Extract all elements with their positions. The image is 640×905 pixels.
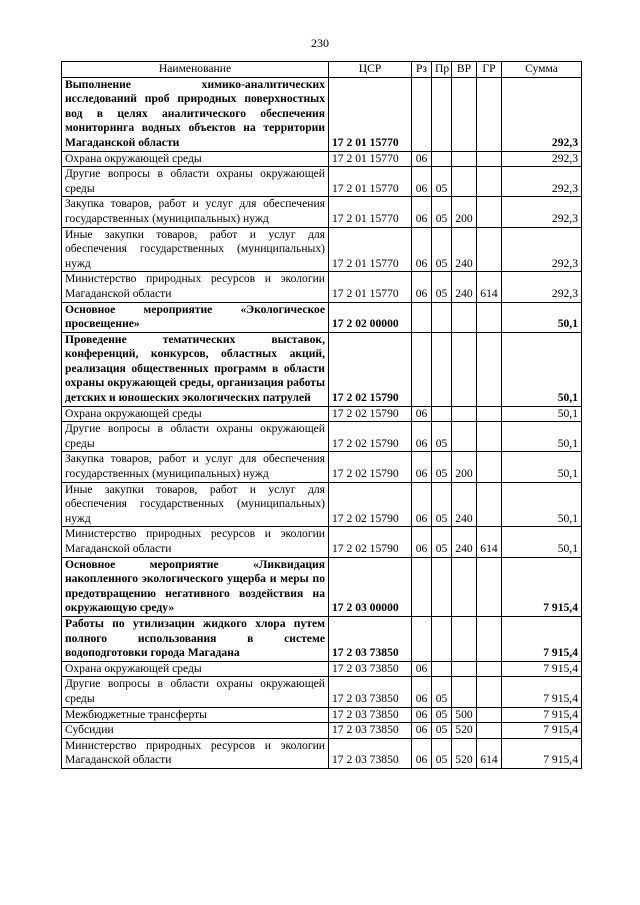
- row-vr-cell: 240: [452, 482, 477, 527]
- row-sum-cell: 50,1: [502, 406, 582, 422]
- table-row: [62, 452, 582, 482]
- table-row: [62, 151, 582, 167]
- row-gr-cell: [477, 482, 502, 527]
- row-sum-cell: 292,3: [502, 272, 582, 302]
- row-pr-cell: 05: [432, 197, 452, 227]
- row-rz-cell: 06: [412, 527, 432, 557]
- table-header: [62, 62, 582, 78]
- row-gr-cell: [477, 167, 502, 197]
- column-header-sum: Сумма: [502, 62, 582, 78]
- row-gr-cell: [477, 661, 502, 677]
- table-row: [62, 661, 582, 677]
- row-pr-cell: 05: [432, 738, 452, 768]
- row-gr-cell: [477, 616, 502, 661]
- row-gr-cell: 614: [477, 527, 502, 557]
- row-pr-cell: 05: [432, 227, 452, 272]
- table-row: [62, 723, 582, 739]
- row-pr-cell: [432, 302, 452, 332]
- row-pr-cell: 05: [432, 677, 452, 707]
- table-row: [62, 482, 582, 527]
- row-name-cell: Закупка товаров, работ и услуг для обеспечения государственных (муниципальных) нужд: [62, 197, 329, 227]
- table-row: [62, 677, 582, 707]
- row-vr-cell: 240: [452, 272, 477, 302]
- row-vr-cell: [452, 616, 477, 661]
- row-vr-cell: [452, 422, 477, 452]
- row-csr-cell: 17 2 03 73850: [329, 723, 412, 739]
- row-rz-cell: 06: [412, 482, 432, 527]
- row-sum-cell: 7 915,4: [502, 557, 582, 616]
- row-csr-cell: 17 2 01 15770: [329, 272, 412, 302]
- row-gr-cell: [477, 151, 502, 167]
- row-csr-cell: 17 2 02 15790: [329, 452, 412, 482]
- row-name-cell: Субсидии: [62, 723, 329, 739]
- row-name-cell: Иные закупки товаров, работ и услуг для обеспечения государственных (муниципальных) нужд: [62, 482, 329, 527]
- row-vr-cell: 520: [452, 723, 477, 739]
- column-header-csr: ЦСР: [329, 62, 412, 78]
- row-pr-cell: [432, 661, 452, 677]
- column-header-vr: ВР: [452, 62, 477, 78]
- row-rz-cell: 06: [412, 406, 432, 422]
- row-vr-cell: 240: [452, 527, 477, 557]
- row-gr-cell: [477, 723, 502, 739]
- table-row: [62, 738, 582, 768]
- row-pr-cell: 05: [432, 707, 452, 723]
- row-sum-cell: 7 915,4: [502, 723, 582, 739]
- row-gr-cell: [477, 677, 502, 707]
- row-sum-cell: 292,3: [502, 197, 582, 227]
- row-csr-cell: 17 2 03 73850: [329, 738, 412, 768]
- table-row: [62, 302, 582, 332]
- row-vr-cell: 240: [452, 227, 477, 272]
- row-vr-cell: [452, 557, 477, 616]
- budget-table: [61, 61, 582, 769]
- row-csr-cell: 17 2 02 15790: [329, 332, 412, 406]
- row-name-cell: Министерство природных ресурсов и экологии Магаданской области: [62, 527, 329, 557]
- row-gr-cell: [477, 77, 502, 151]
- table-row: [62, 557, 582, 616]
- row-rz-cell: 06: [412, 151, 432, 167]
- row-rz-cell: [412, 77, 432, 151]
- row-vr-cell: [452, 677, 477, 707]
- table-row: [62, 197, 582, 227]
- row-name-cell: Охрана окружающей среды: [62, 151, 329, 167]
- column-header-gr: ГР: [477, 62, 502, 78]
- row-rz-cell: 06: [412, 227, 432, 272]
- row-sum-cell: 50,1: [502, 452, 582, 482]
- row-gr-cell: [477, 227, 502, 272]
- row-name-cell: Министерство природных ресурсов и экологии Магаданской области: [62, 272, 329, 302]
- row-rz-cell: 06: [412, 738, 432, 768]
- row-vr-cell: 520: [452, 738, 477, 768]
- row-gr-cell: [477, 557, 502, 616]
- row-csr-cell: 17 2 02 15790: [329, 406, 412, 422]
- row-csr-cell: 17 2 03 73850: [329, 616, 412, 661]
- table-row: [62, 332, 582, 406]
- row-vr-cell: [452, 406, 477, 422]
- table-body: [62, 77, 582, 768]
- row-pr-cell: 05: [432, 167, 452, 197]
- row-name-cell: Министерство природных ресурсов и экологии Магаданской области: [62, 738, 329, 768]
- row-gr-cell: 614: [477, 272, 502, 302]
- table-row: [62, 527, 582, 557]
- row-pr-cell: 05: [432, 422, 452, 452]
- row-name-cell: Работы по утилизации жидкого хлора путем полного использования в системе водоподготовки города Магадана: [62, 616, 329, 661]
- row-csr-cell: 17 2 01 15770: [329, 77, 412, 151]
- row-name-cell: Выполнение химико-аналитических исследований проб природных поверхностных вод в целях аналитического обеспечения мониторинга водных объектов на территории Магаданской области: [62, 77, 329, 151]
- row-rz-cell: [412, 616, 432, 661]
- row-pr-cell: [432, 332, 452, 406]
- row-sum-cell: 292,3: [502, 167, 582, 197]
- row-name-cell: Другие вопросы в области охраны окружающей среды: [62, 677, 329, 707]
- row-sum-cell: 7 915,4: [502, 616, 582, 661]
- row-pr-cell: [432, 557, 452, 616]
- row-sum-cell: 292,3: [502, 151, 582, 167]
- row-gr-cell: [477, 707, 502, 723]
- row-rz-cell: 06: [412, 272, 432, 302]
- row-gr-cell: [477, 302, 502, 332]
- row-sum-cell: 50,1: [502, 302, 582, 332]
- row-sum-cell: 7 915,4: [502, 707, 582, 723]
- column-header-pr: Пр: [432, 62, 452, 78]
- row-name-cell: Основное мероприятие «Экологическое просвещение»: [62, 302, 329, 332]
- row-name-cell: Иные закупки товаров, работ и услуг для обеспечения государственных (муниципальных) нужд: [62, 227, 329, 272]
- column-header-name: Наименование: [62, 62, 329, 78]
- row-rz-cell: 06: [412, 661, 432, 677]
- row-sum-cell: 50,1: [502, 422, 582, 452]
- row-name-cell: Охрана окружающей среды: [62, 406, 329, 422]
- row-gr-cell: [477, 452, 502, 482]
- row-csr-cell: 17 2 03 73850: [329, 677, 412, 707]
- row-name-cell: Межбюджетные трансферты: [62, 707, 329, 723]
- row-csr-cell: 17 2 02 15790: [329, 527, 412, 557]
- row-gr-cell: [477, 406, 502, 422]
- table-row: [62, 422, 582, 452]
- row-vr-cell: [452, 661, 477, 677]
- row-gr-cell: [477, 332, 502, 406]
- row-rz-cell: [412, 332, 432, 406]
- row-vr-cell: [452, 302, 477, 332]
- row-csr-cell: 17 2 02 15790: [329, 422, 412, 452]
- row-name-cell: Охрана окружающей среды: [62, 661, 329, 677]
- table-row: [62, 707, 582, 723]
- row-name-cell: Основное мероприятие «Ликвидация накопленного экологического ущерба и меры по предотвращению негативного воздействия на окружающую среду»: [62, 557, 329, 616]
- column-header-rz: Рз: [412, 62, 432, 78]
- row-rz-cell: 06: [412, 422, 432, 452]
- row-rz-cell: 06: [412, 167, 432, 197]
- row-name-cell: Другие вопросы в области охраны окружающей среды: [62, 422, 329, 452]
- row-csr-cell: 17 2 02 00000: [329, 302, 412, 332]
- table-row: [62, 406, 582, 422]
- table-row: [62, 227, 582, 272]
- row-name-cell: Проведение тематических выставок, конференций, конкурсов, областных акций, реализация общественных программ в области охраны окружающей среды, организация работы детских и юношеских экологических патрулей: [62, 332, 329, 406]
- table-row: [62, 272, 582, 302]
- row-pr-cell: 05: [432, 527, 452, 557]
- row-name-cell: Другие вопросы в области охраны окружающей среды: [62, 167, 329, 197]
- row-sum-cell: 292,3: [502, 227, 582, 272]
- row-vr-cell: 200: [452, 452, 477, 482]
- row-pr-cell: [432, 77, 452, 151]
- table-row: [62, 616, 582, 661]
- row-rz-cell: 06: [412, 723, 432, 739]
- row-rz-cell: 06: [412, 707, 432, 723]
- row-vr-cell: [452, 332, 477, 406]
- row-csr-cell: 17 2 02 15790: [329, 482, 412, 527]
- row-rz-cell: 06: [412, 197, 432, 227]
- row-vr-cell: [452, 77, 477, 151]
- row-csr-cell: 17 2 01 15770: [329, 151, 412, 167]
- row-pr-cell: 05: [432, 482, 452, 527]
- row-vr-cell: [452, 167, 477, 197]
- row-sum-cell: 50,1: [502, 527, 582, 557]
- table-row: [62, 77, 582, 151]
- row-sum-cell: 50,1: [502, 332, 582, 406]
- row-csr-cell: 17 2 03 73850: [329, 707, 412, 723]
- row-sum-cell: 292,3: [502, 77, 582, 151]
- row-pr-cell: 05: [432, 723, 452, 739]
- row-vr-cell: 200: [452, 197, 477, 227]
- row-sum-cell: 50,1: [502, 482, 582, 527]
- page-number: 230: [311, 36, 329, 50]
- row-sum-cell: 7 915,4: [502, 677, 582, 707]
- row-sum-cell: 7 915,4: [502, 738, 582, 768]
- row-pr-cell: [432, 616, 452, 661]
- row-csr-cell: 17 2 03 73850: [329, 661, 412, 677]
- row-rz-cell: [412, 557, 432, 616]
- row-rz-cell: 06: [412, 677, 432, 707]
- row-rz-cell: [412, 302, 432, 332]
- header-row: [62, 62, 582, 78]
- row-gr-cell: 614: [477, 738, 502, 768]
- row-csr-cell: 17 2 01 15770: [329, 227, 412, 272]
- table-row: [62, 167, 582, 197]
- row-csr-cell: 17 2 01 15770: [329, 197, 412, 227]
- row-vr-cell: [452, 151, 477, 167]
- row-pr-cell: [432, 406, 452, 422]
- row-rz-cell: 06: [412, 452, 432, 482]
- row-pr-cell: [432, 151, 452, 167]
- row-pr-cell: 05: [432, 452, 452, 482]
- row-vr-cell: 500: [452, 707, 477, 723]
- row-name-cell: Закупка товаров, работ и услуг для обеспечения государственных (муниципальных) нужд: [62, 452, 329, 482]
- row-sum-cell: 7 915,4: [502, 661, 582, 677]
- row-gr-cell: [477, 197, 502, 227]
- row-csr-cell: 17 2 01 15770: [329, 167, 412, 197]
- row-gr-cell: [477, 422, 502, 452]
- row-csr-cell: 17 2 03 00000: [329, 557, 412, 616]
- row-pr-cell: 05: [432, 272, 452, 302]
